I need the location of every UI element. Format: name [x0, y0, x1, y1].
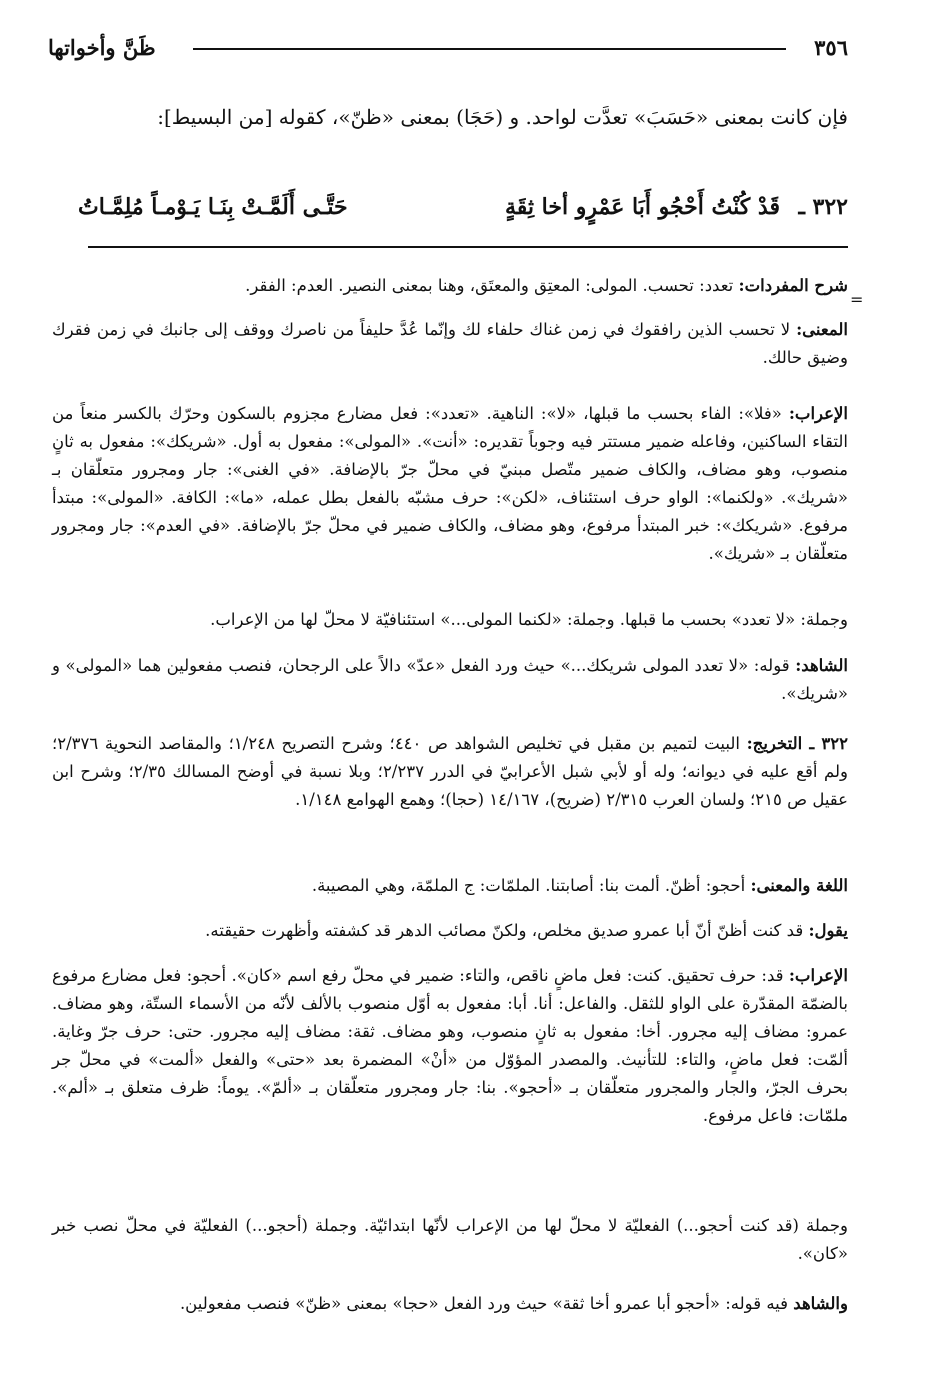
says-text: قد كنت أظنّ أنّ أبا عمرو صديق مخلص، ولكنّ مصائب الدهر قد كشفته وأظهرت حقيقته.: [205, 921, 809, 940]
verse-hemistich-first: قَدْ كُنْتُ أَحْجُو أَبَا عَمْرٍو أخا ثِقَةٍ: [504, 194, 780, 220]
lexicon-text: أحجو: أظنّ. ألمت بنا: أصابتنا. الملمّات: ج الملمّة، وهي المصيبة.: [311, 876, 751, 895]
margin-mark: =: [850, 290, 864, 309]
intro-paragraph: فإن كانت بمعنى «حَسَبَ» تعدَّت لواحد. و (حَجَا) بمعنى «ظنّ»، كقوله [من البسيط]:: [157, 105, 848, 129]
page-number: ٣٥٦: [814, 35, 848, 60]
vocab-section: [52, 272, 848, 300]
witness-text-1: قوله: «لا تعدد المولى شريكك...» حيث ورد الفعل «عدّ» دالاً على الرجحان، فنصب مفعولين هما «المولى» و «شريك».: [52, 656, 848, 703]
takhrij-heading: ٣٢٢ ـ التخريج:: [746, 734, 848, 753]
witness-heading-2: والشاهد: [793, 1294, 848, 1313]
meaning-heading: المعنى:: [796, 320, 848, 339]
lexicon-section: [52, 872, 848, 900]
meaning-text: لا تحسب الذين رافقوك في زمن غناك حلفاء لك وإنّما عُدَّ حليفاً من ناصرك ووقف إلى جانبك في زمن فقرك وضيق حالك.: [52, 320, 848, 367]
sentences-section-1: وجملة: «لا تعدد» بحسب ما قبلها. وجملة: «لكنما المولى...» استئنافيّة لا محلّ لها من الإعراب.: [210, 610, 848, 629]
running-title: ظَنَّ وأخواتها: [48, 35, 156, 60]
irab-section-2: [52, 962, 848, 1130]
irab-section-1: [52, 400, 848, 568]
witness-section-1: [52, 652, 848, 708]
verse-hemistich-second: حَتَّـى أَلَمَّـتْ بِنَـا يَـوْمـاً مُلِمَّـاتُ: [78, 194, 348, 220]
says-section: [52, 917, 848, 945]
verse-number: ٣٢٢ ـ: [798, 194, 848, 220]
witness-heading-1: الشاهد:: [795, 656, 848, 675]
sentences-section-2: وجملة (قد كنت أحجو...) الفعليّة لا محلّ لها من الإعراب لأنّها ابتدائيّة. وجملة (أحجو...) الفعليّة في محلّ نصب خبر «كان».: [52, 1216, 848, 1263]
witness-section-2: [52, 1290, 848, 1318]
takhrij-text: البيت لتميم بن مقبل في تخليص الشواهد ص ٤٤٠؛ وشرح التصريح ١/٢٤٨؛ والمقاصد النحوية ٢/٣٧٦؛ ولم أقع عليه في ديوانه؛ وله أو لأبي شبل الأعرابيّ في الدرر ٢/٢٣٧؛ وبلا نسبة في أوضح المسالك ٢/٣٥؛ وشرح ابن عقيل ص ٢١٥؛ ولسان العرب ٢/٣١٥ (ضريح)، ١٤/١٦٧ (حجا)؛ وهمع الهوامع ١/١٤٨.: [52, 734, 848, 809]
irab-text-1: «فلا»: الفاء بحسب ما قبلها، «لا»: الناهية. «تعدد»: فعل مضارع مجزوم بالسكون وحرّك بالكسر منعاً من التقاء الساكنين، وفاعله ضمير مستتر فيه وجوباً تقديره: «أنت». «المولى»: مفعول به أول. «شريكك»: مفعول به ثانٍ منصوب، وهو مضاف، والكاف ضمير متّصل مبنيّ في محلّ جرّ بالإضافة. «في الغنى»: جار ومجرور متعلّقان بـ «شريك». «ولكنما»: الواو حرف استئناف، «لكن»: حرف مشبّه بالفعل بطل عمله، «ما»: الكافة. «المولى»: مبتدأ مرفوع. «شريكك»: خبر المبتدأ مرفوع، وهو مضاف، والكاف ضمير في محلّ جرّ بالإضافة. «في العدم»: جار ومجرور متعلّقان بـ «شريك».: [52, 404, 848, 563]
says-heading: يقول:: [808, 921, 848, 940]
poetry-verse: [58, 194, 848, 234]
irab-heading-2: الإعراب:: [788, 966, 848, 985]
vocab-heading: شرح المفردات:: [738, 276, 848, 295]
irab-heading-1: الإعراب:: [788, 404, 848, 423]
meaning-section: [52, 316, 848, 372]
page-header: [48, 34, 848, 64]
irab-text-2: قد: حرف تحقيق. كنت: فعل ماضٍ ناقص، والتاء: ضمير في محلّ رفع اسم «كان». أحجو: فعل مضارع مرفوع بالضمّة المقدّرة على الواو للثقل. والفاعل: أنا. أبا: مفعول به أوّل منصوب بالألف لأنّه من الأسماء الستّة، وهو مضاف. عمرو: مضاف إليه مجرور. أخا: مفعول به ثانٍ منصوب، وهو مضاف. ثقة: مضاف إليه مجرور. حتى: حرف جرّ وغاية. ألمّت: فعل ماضٍ، والتاء: للتأنيث. والمصدر المؤوّل من «أنْ» المضمرة بعد «حتى» والفعل «ألمت» في محلّ جر بحرف الجرّ، والجار والمجرور متعلّقان بـ «أحجو». بنا: جار ومجرور متعلّقان بـ «ألمّ». يوماً: ظرف متعلق بـ «ألم». ملمّات: فاعل مرفوع.: [52, 966, 848, 1125]
lexicon-heading: اللغة والمعنى:: [750, 876, 848, 895]
witness-text-2: فيه قوله: «أحجو أبا عمرو أخا ثقة» حيث ورد الفعل «حجا» بمعنى «ظنّ» فنصب مفعولين.: [179, 1294, 794, 1313]
takhrij-section: [52, 730, 848, 814]
header-rule: [193, 48, 786, 50]
footnote-separator: [88, 246, 848, 248]
vocab-text: تعدد: تحسب. المولى: المعتِق والمعتَق، وهنا بمعنى النصير. العدم: الفقر.: [245, 276, 739, 295]
